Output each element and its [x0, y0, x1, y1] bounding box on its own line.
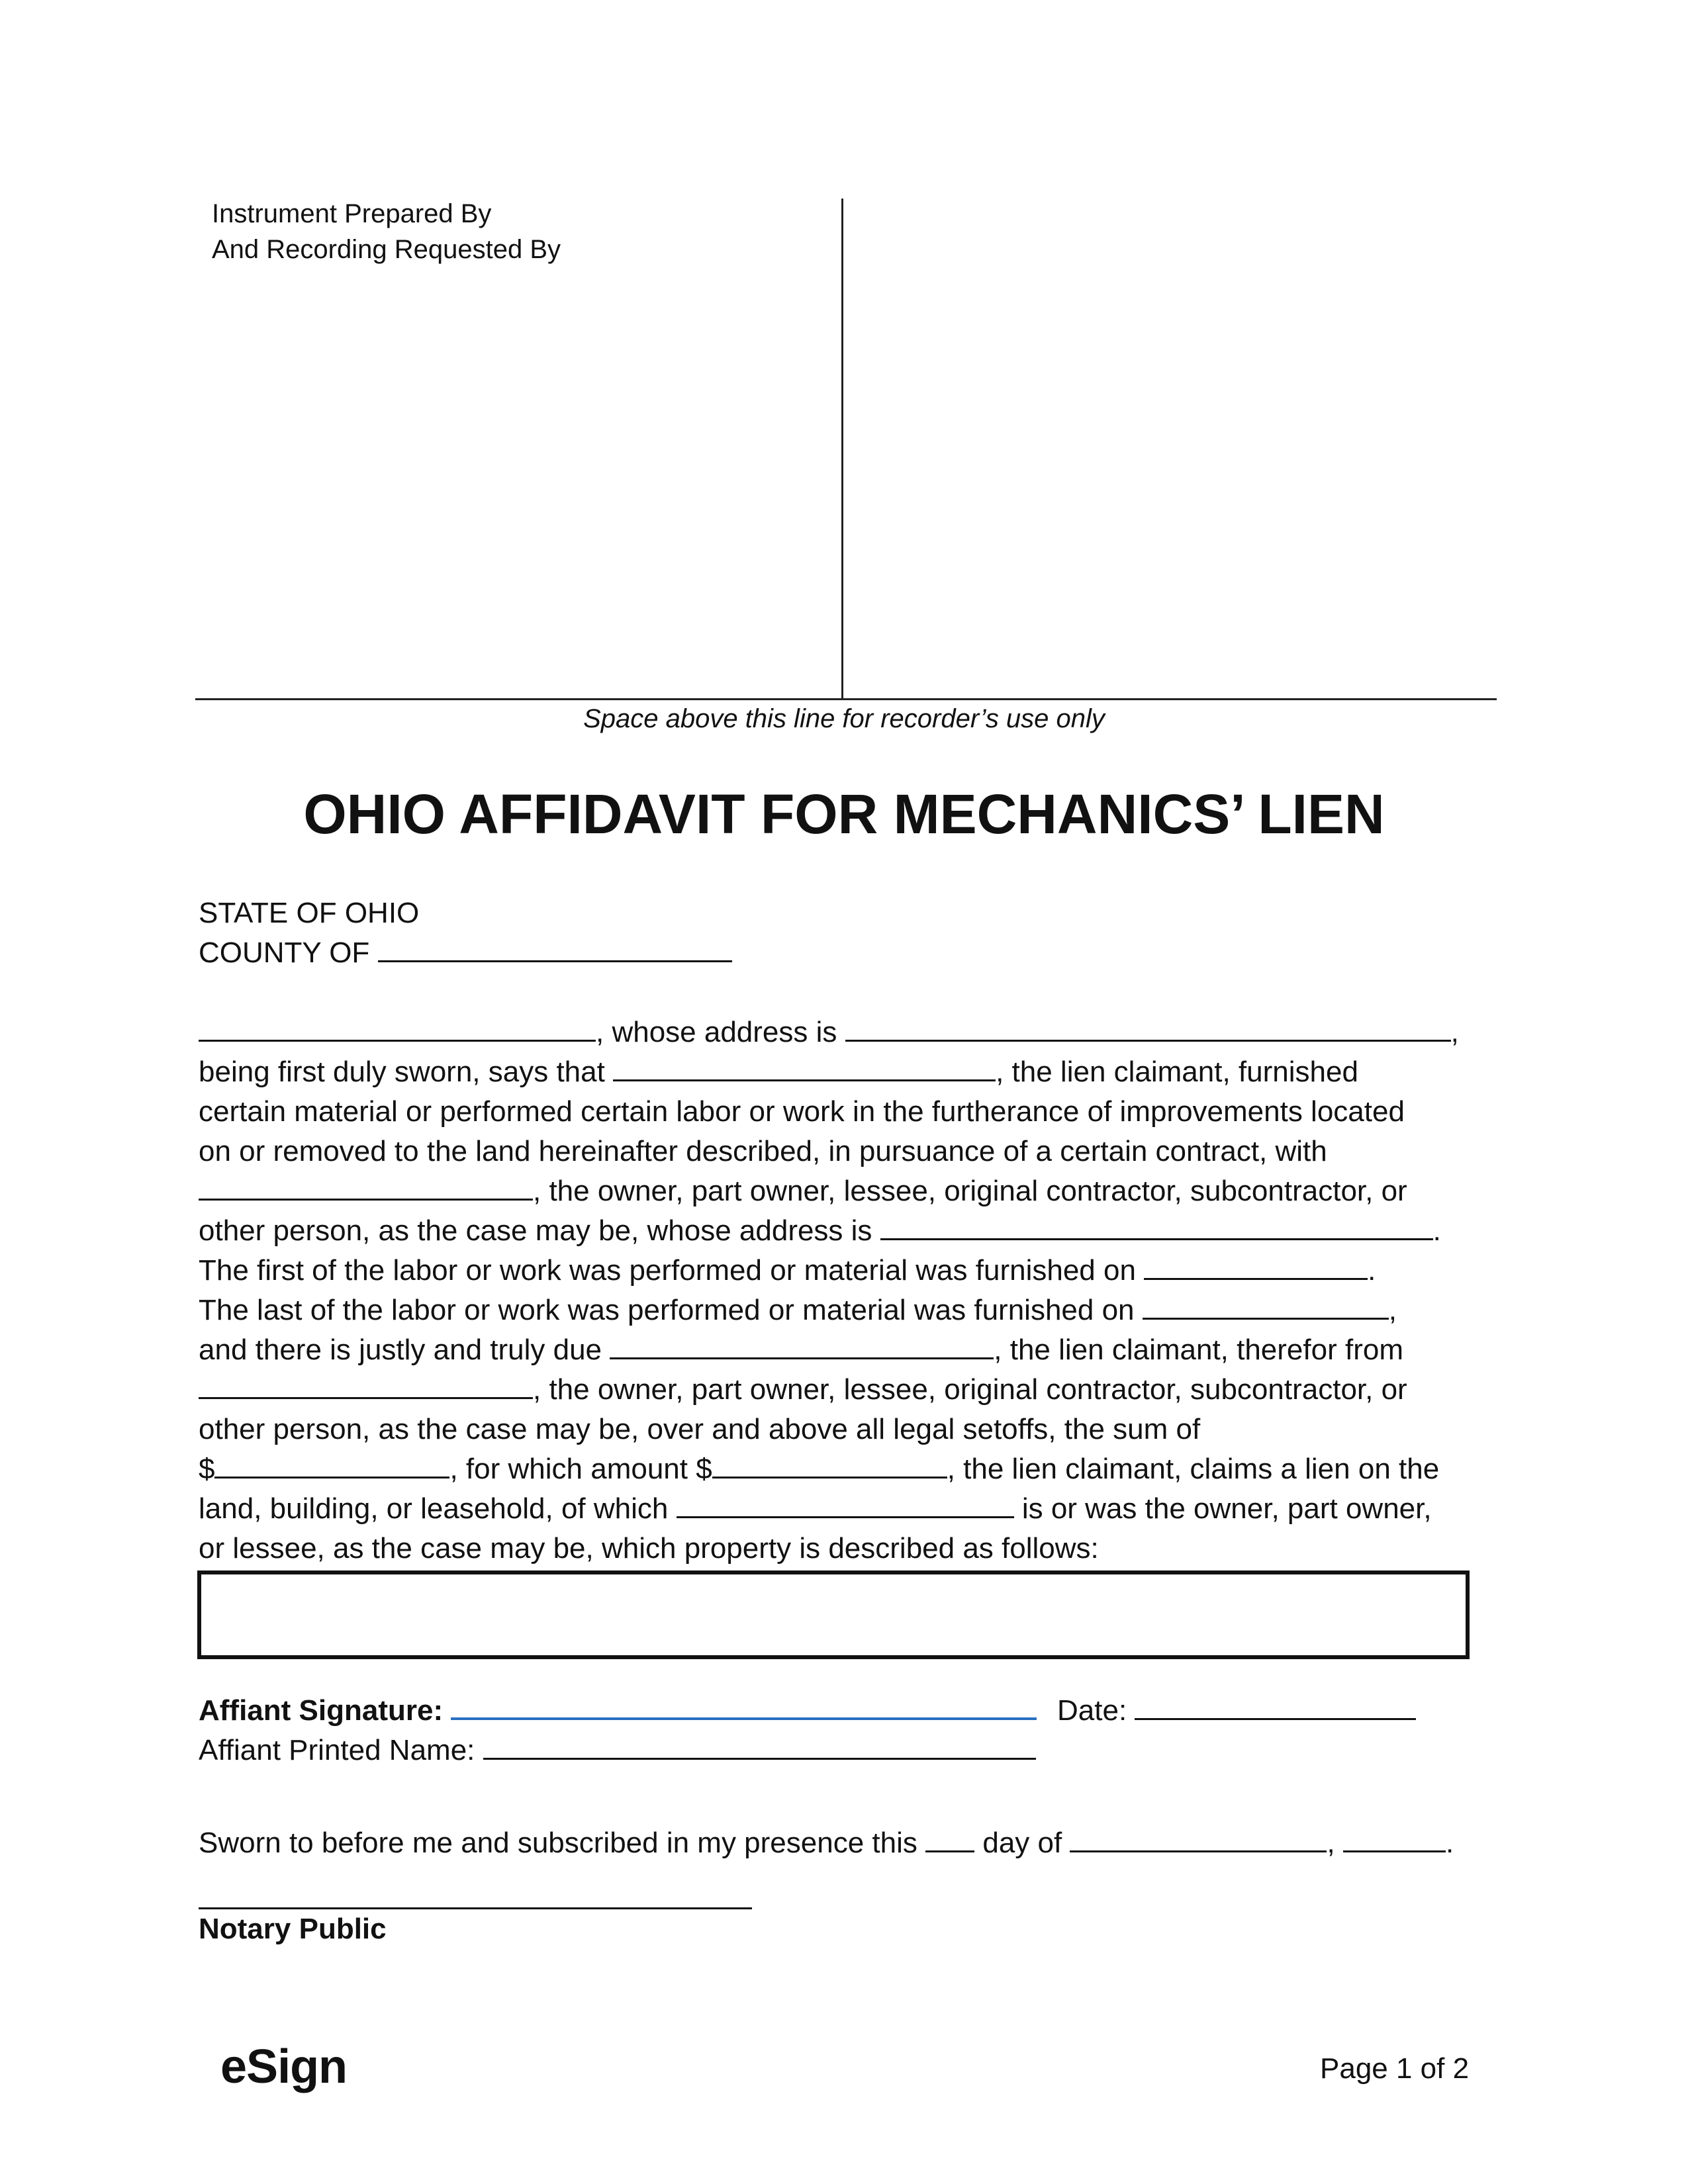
- body-text: other person, as the case may be, whose address is: [199, 1214, 872, 1247]
- body-text: ,: [1450, 1016, 1459, 1048]
- body-text: ,: [1388, 1294, 1397, 1326]
- lien-claimant-field-2[interactable]: [610, 1331, 994, 1359]
- body-text: The first of the labor or work was performed or material was furnished on: [199, 1254, 1136, 1287]
- body-line-3: certain material or performed certain labor or work in the furtherance of improvements located: [199, 1095, 1405, 1128]
- body-text: The last of the labor or work was performed or material was furnished on: [199, 1294, 1135, 1326]
- notary-text: ,: [1327, 1827, 1335, 1859]
- notary-text: .: [1445, 1827, 1454, 1859]
- body-line-9: [199, 1330, 1403, 1370]
- prepared-by-label: Instrument Prepared By: [212, 199, 492, 228]
- body-text: , whose address is: [596, 1016, 837, 1048]
- first-work-date-field[interactable]: [1144, 1251, 1368, 1280]
- body-line-2: [199, 1052, 1358, 1092]
- body-text: land, building, or leasehold, of which: [199, 1492, 669, 1525]
- lien-amount-field[interactable]: [712, 1450, 947, 1479]
- body-line-5: [199, 1171, 1407, 1211]
- body-line-10: [199, 1370, 1407, 1410]
- body-text: , the lien claimant, claims a lien on the: [947, 1453, 1440, 1485]
- body-line-6: [199, 1211, 1441, 1251]
- signature-date-field[interactable]: [1135, 1692, 1416, 1720]
- contract-party-address-field[interactable]: [880, 1212, 1433, 1240]
- body-line-1: [199, 1013, 1459, 1052]
- notary-sworn-line: [199, 1823, 1454, 1863]
- body-text: and there is justly and truly due: [199, 1334, 602, 1366]
- lien-claimant-field[interactable]: [613, 1053, 996, 1081]
- body-line-14: or lessee, as the case may be, which property is described as follows:: [199, 1532, 1099, 1565]
- notary-month-field[interactable]: [1070, 1824, 1327, 1852]
- sum-amount-field[interactable]: [214, 1450, 449, 1479]
- notary-text: Sworn to before me and subscribed in my presence this: [199, 1827, 917, 1859]
- county-field[interactable]: [378, 934, 732, 962]
- recorder-note: Space above this line for recorder’s use only: [583, 704, 1105, 733]
- recording-requested-by-label: And Recording Requested By: [212, 235, 561, 264]
- body-text: , the owner, part owner, lessee, original contractor, subcontractor, or: [533, 1175, 1407, 1207]
- body-line-12: [199, 1449, 1439, 1489]
- body-text: being first duly sworn, says that: [199, 1056, 605, 1088]
- recorder-vertical-divider: [841, 199, 843, 699]
- body-text: is or was the owner, part owner,: [1021, 1492, 1432, 1525]
- debtor-field[interactable]: [199, 1371, 533, 1399]
- printed-name-line: [199, 1731, 1036, 1770]
- body-line-7: [199, 1251, 1376, 1291]
- body-text: , for which amount $: [449, 1453, 712, 1485]
- body-text: $: [199, 1453, 215, 1485]
- date-label: Date:: [1057, 1694, 1127, 1727]
- body-text: , the lien claimant, therefor from: [994, 1334, 1403, 1366]
- body-text: , the lien claimant, furnished: [996, 1056, 1358, 1088]
- property-description-field[interactable]: [197, 1570, 1470, 1659]
- printed-name-field[interactable]: [483, 1731, 1036, 1760]
- body-text: .: [1368, 1254, 1376, 1287]
- printed-name-label: Affiant Printed Name:: [199, 1734, 475, 1766]
- affiant-signature-line: [199, 1691, 1037, 1731]
- body-line-11: other person, as the case may be, over and above all legal setoffs, the sum of: [199, 1413, 1201, 1445]
- county-label: COUNTY OF: [199, 936, 370, 969]
- body-line-13: [199, 1489, 1432, 1529]
- affiant-name-field[interactable]: [199, 1013, 596, 1042]
- notary-day-field[interactable]: [925, 1824, 974, 1852]
- notary-public-label: Notary Public: [199, 1913, 387, 1945]
- county-line: [199, 933, 732, 973]
- body-text: .: [1432, 1214, 1441, 1247]
- esign-logo: eSign: [220, 2040, 348, 2093]
- body-line-4: on or removed to the land hereinafter described, in pursuance of a certain contract, with: [199, 1135, 1327, 1167]
- notary-year-field[interactable]: [1343, 1824, 1446, 1852]
- body-line-8: [199, 1291, 1397, 1330]
- affiant-signature-field[interactable]: [451, 1691, 1037, 1720]
- property-owner-field[interactable]: [677, 1490, 1014, 1518]
- document-title: OHIO AFFIDAVIT FOR MECHANICS’ LIEN: [303, 783, 1385, 845]
- state-label: STATE OF OHIO: [199, 897, 420, 929]
- notary-text: day of: [982, 1827, 1062, 1859]
- contract-party-field[interactable]: [199, 1172, 533, 1201]
- affiant-signature-label: Affiant Signature:: [199, 1694, 444, 1727]
- page-number: Page 1 of 2: [1320, 2052, 1470, 2085]
- body-text: , the owner, part owner, lessee, original contractor, subcontractor, or: [533, 1373, 1407, 1406]
- date-line: [1057, 1691, 1416, 1731]
- last-work-date-field[interactable]: [1143, 1291, 1389, 1320]
- affiant-address-field[interactable]: [845, 1013, 1451, 1042]
